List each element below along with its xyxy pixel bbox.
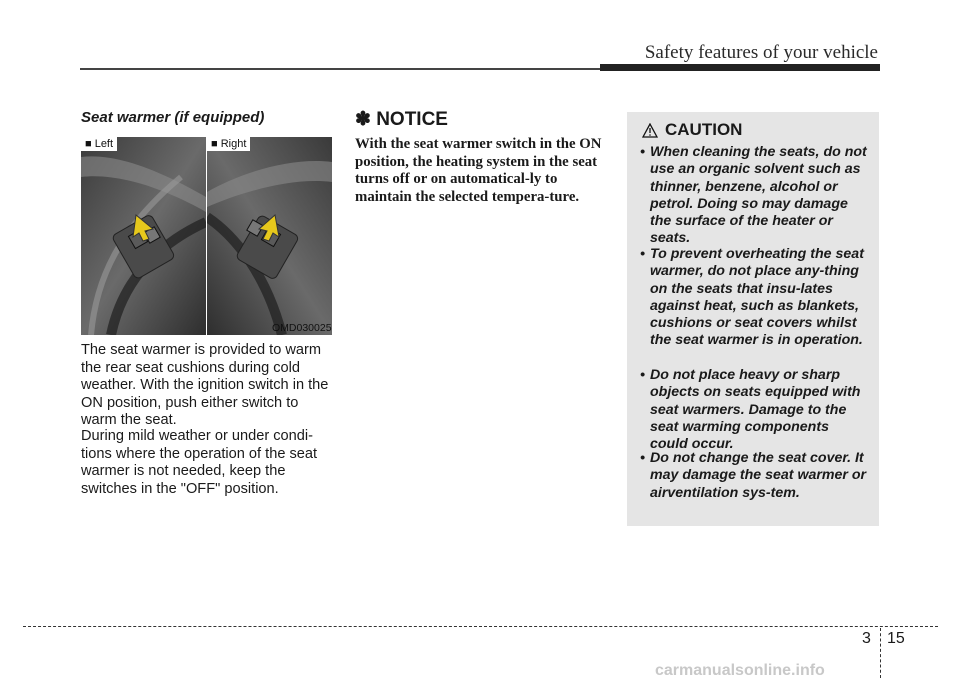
caution-item-text: Do not change the seat cover. It may damage the seat warmer or airventilation sys-tem.: [650, 450, 867, 501]
warning-triangle-icon: [642, 123, 658, 138]
bullet: •: [640, 367, 645, 383]
bullet: •: [640, 246, 645, 262]
chapter-number: 3: [862, 630, 871, 647]
caution-item: [630, 144, 870, 248]
door-panel-left-image: [81, 137, 206, 335]
footer-rule: [23, 626, 938, 627]
caution-item: [630, 246, 870, 350]
seat-warmer-figure-right: [207, 137, 332, 335]
caution-item: [630, 450, 870, 502]
body-paragraph: The seat warmer is provided to warm the rear seat cushions during cold weather. With the ignition switch in the ON position, push either switch to warm the seat.: [81, 342, 329, 429]
bullet: •: [640, 144, 645, 160]
notice-text: With the seat warmer switch in the ON position, the heating system in the seat turns off or on automatical-ly to maintain the selected tempera-ture.: [355, 136, 602, 205]
body-paragraph: During mild weather or under condi-tions where the operation of the seat warmer is not needed, keep the switches in the "OFF" position.: [81, 428, 318, 497]
watermark-text: carmanualsonline.info: [655, 662, 825, 679]
caution-title: [642, 120, 742, 140]
figure-tag-left: ■ Left: [81, 137, 117, 151]
subsection-heading: Seat warmer (if equipped): [81, 109, 265, 126]
caution-label: CAUTION: [665, 120, 743, 139]
caution-item: [630, 367, 870, 453]
caution-item-text: Do not place heavy or sharp objects on seats equipped with seat warmers. Damage to the seat warming components could occur.: [650, 367, 861, 453]
figure-tag-right: ■ Right: [207, 137, 250, 151]
seat-warmer-figure-left: [81, 137, 206, 335]
door-panel-right-image: [207, 137, 332, 335]
bullet: •: [640, 450, 645, 466]
figure-code: OMD030025: [272, 322, 332, 334]
page-number: 15: [887, 630, 905, 647]
caution-item-text: When cleaning the seats, do not use an organic solvent such as thinner, benzene, alcohol or petrol. Doing so may damage the surface of the heater or seats.: [650, 144, 867, 247]
footer-separator: [880, 628, 881, 678]
header-rule-accent: [600, 64, 880, 71]
notice-heading: ✽ NOTICE: [355, 109, 448, 130]
section-title: Safety features of your vehicle: [644, 42, 878, 63]
caution-item-text: To prevent overheating the seat warmer, do not place any-thing on the seats that insu-lates against heat, such as blankets, cushions or seat covers whilst the seat warmer is in operation.: [650, 246, 864, 349]
